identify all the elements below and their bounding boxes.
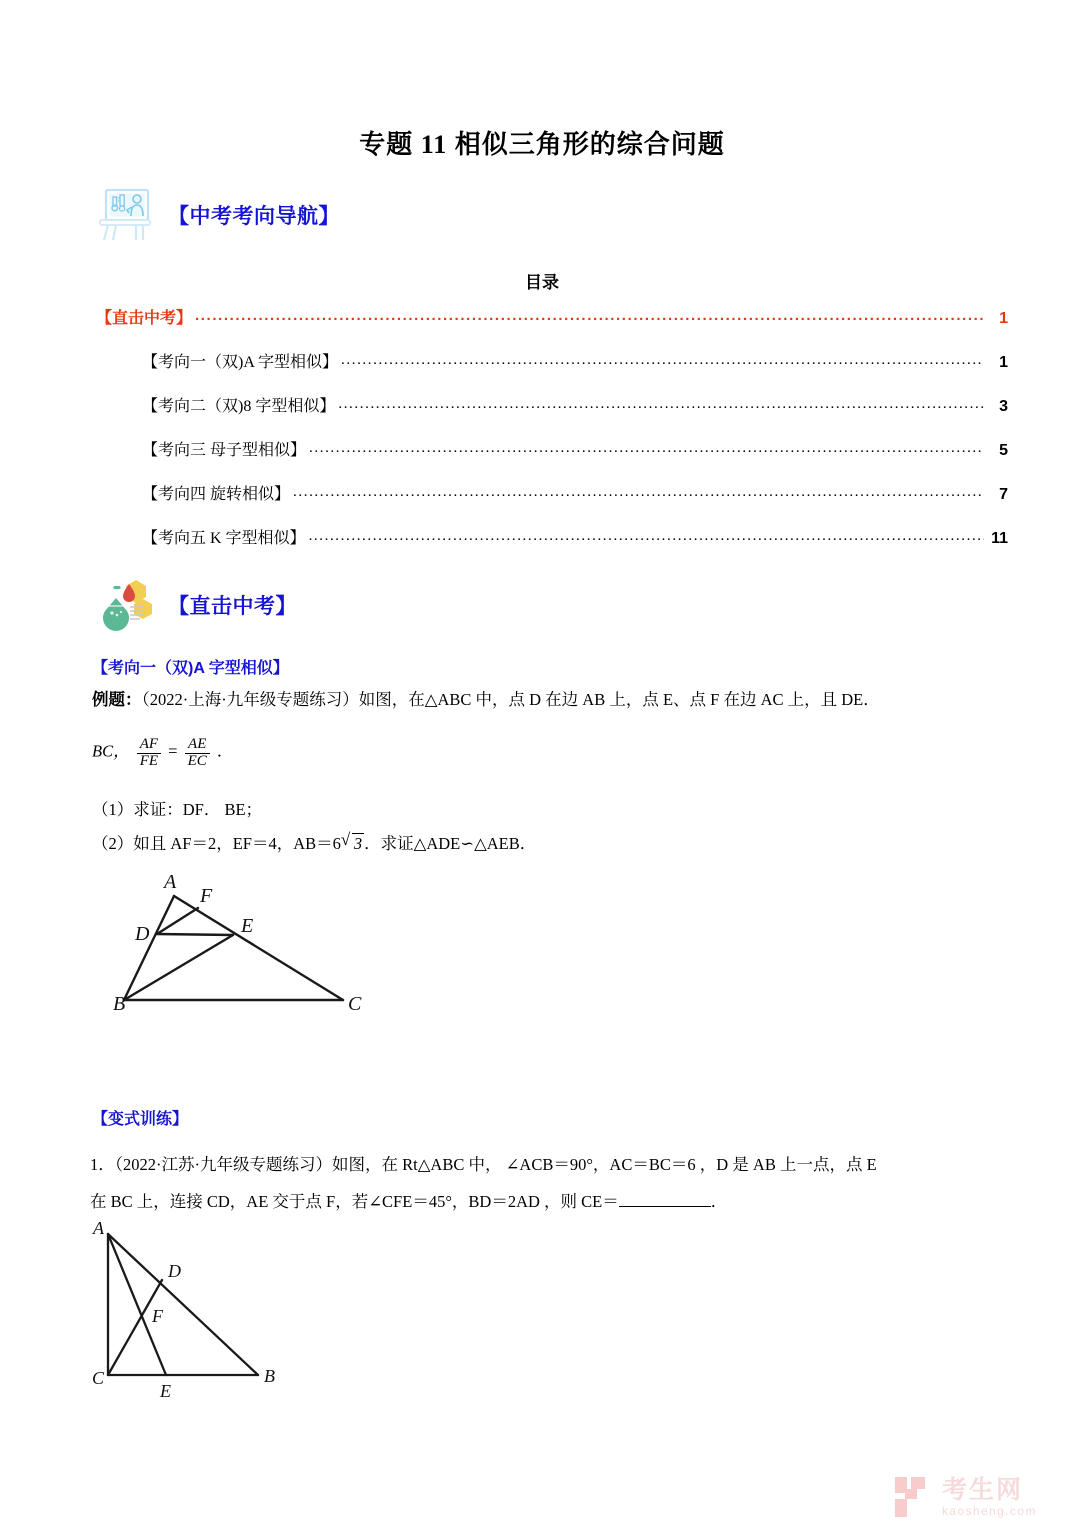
answer-blank[interactable] [619,1193,711,1207]
figure2-label-C: C [92,1368,105,1388]
toc-page-number: 5 [999,442,1008,459]
triangle-ABC-with-D-E-F-svg [100,870,400,1030]
sqrt-radicand: 3 [353,834,363,853]
toc-entry-考向二[interactable] [96,393,1008,416]
section1-question-1: （1）求证：DF． BE； [92,800,263,819]
toc-entry-考向三[interactable] [96,437,1008,460]
toc-page-number: 1 [999,310,1008,327]
toc-page-number: 7 [999,486,1008,503]
toc-dot-leader [341,352,984,369]
fraction-numerator: AE [188,736,207,752]
toc-dot-leader [195,307,984,324]
nav-heading-label: 【中考考向导航】 [168,205,340,228]
section2-figure [88,1222,328,1427]
figure2-label-D: D [168,1261,181,1281]
toc-dot-leader [293,484,984,501]
section1-line1 [92,690,880,710]
figure2-label-B: B [264,1366,275,1386]
right-triangle-ACB-with-D-E-F-svg [88,1222,328,1422]
nav-heading-block [96,186,340,244]
exam-heading-block [96,576,297,634]
fraction-AE-over-EC [185,737,210,770]
example-source: （2022·上海·九年级专题练习） [141,690,359,709]
figure1-label-C: C [348,993,362,1015]
toc-entry-考向五[interactable] [96,525,1008,548]
toc-title: 目录 [525,273,559,292]
flask-hexagon-icon-svg [96,576,158,634]
watermark [893,1475,1037,1519]
line2-prefix: BC， [92,741,130,761]
figure1-label-B: B [113,993,126,1015]
toc-entry-label: 【考向一（双)A 字型相似】 [142,354,339,371]
fraction-denominator: FE [137,753,161,770]
problem-line2-tail: ． [710,1192,728,1211]
easel-board-icon [96,186,158,244]
example-line1-rest: 如图，在△ABC 中，点 D 在边 AB 上，点 E、点 F 在边 AC 上，且 DE． [358,690,880,709]
figure2-label-E: E [160,1381,171,1401]
toc-page-number: 11 [991,530,1008,547]
fraction-tail-punct: ． [216,741,234,761]
section1-heading: 【考向一（双)A 字型相似】 [92,660,289,677]
watermark-en: kaosheng.com [942,1503,1037,1518]
flask-hexagon-icon [96,576,158,634]
toc-entry-label: 【考向四 旋转相似】 [142,486,291,503]
example-label: 例题： [92,690,142,709]
fraction-numerator: AF [139,736,159,752]
section2-line1 [90,1155,877,1175]
toc-dot-leader [309,440,984,457]
fraction-denominator: EC [185,753,210,770]
toc-entry-label: 【考向五 K 字型相似】 [142,530,306,547]
easel-board-icon-svg [96,186,158,244]
fraction-AF-over-FE [137,737,161,770]
toc-entry-直击中考[interactable] [96,305,1008,328]
figure1-label-F: F [200,885,213,907]
figure2-label-F: F [152,1306,163,1326]
sqrt-symbol [341,832,364,854]
section2-heading: 【变式训练】 [92,1111,189,1128]
watermark-text [942,1475,1037,1518]
table-of-contents [96,305,1008,569]
toc-page-number: 1 [999,354,1008,371]
toc-page-number: 3 [999,398,1008,415]
toc-dot-leader [338,396,984,413]
section2-line2 [90,1192,727,1212]
toc-dot-leader [309,528,984,545]
figure1-label-E: E [241,915,254,937]
toc-entry-考向一[interactable] [96,349,1008,372]
page-title: 专题 11 相似三角形的综合问题 [359,130,725,159]
toc-entry-label: 【直击中考】 [96,310,193,327]
q2-prefix: （2）如且 AF＝2，EF＝4，AB＝6 [92,834,341,853]
watermark-cn: 考生网 [942,1475,1024,1504]
kaosheng-logo-svg [893,1475,935,1519]
section1-question-2 [92,832,536,854]
kaosheng-logo-icon [893,1475,935,1519]
figure1-label-A: A [164,871,177,893]
figure1-label-D: D [135,923,150,945]
problem-line1-rest: 如图，在 Rt△ABC 中， ∠ACB＝90°，AC＝BC＝6 ，D 是 AB 上一点，点 E [332,1155,877,1174]
equals-sign: = [168,741,178,761]
toc-entry-label: 【考向二（双)8 字型相似】 [142,398,336,415]
exam-heading-label: 【直击中考】 [168,595,297,618]
toc-entry-考向四[interactable] [96,481,1008,504]
problem-number: 1． [90,1155,115,1174]
figure2-label-A: A [93,1222,104,1238]
q2-suffix: ．求证△ADE∽△AEB． [364,834,537,853]
section1-line2 [92,737,233,770]
problem-line2: 在 BC 上，连接 CD，AE 交于点 F，若∠CFE＝45°，BD＝2AD ，则 CE＝ [90,1192,619,1211]
toc-entry-label: 【考向三 母子型相似】 [142,442,307,459]
problem-source: （2022·江苏·九年级专题练习） [114,1155,332,1174]
section1-figure [100,870,400,1035]
